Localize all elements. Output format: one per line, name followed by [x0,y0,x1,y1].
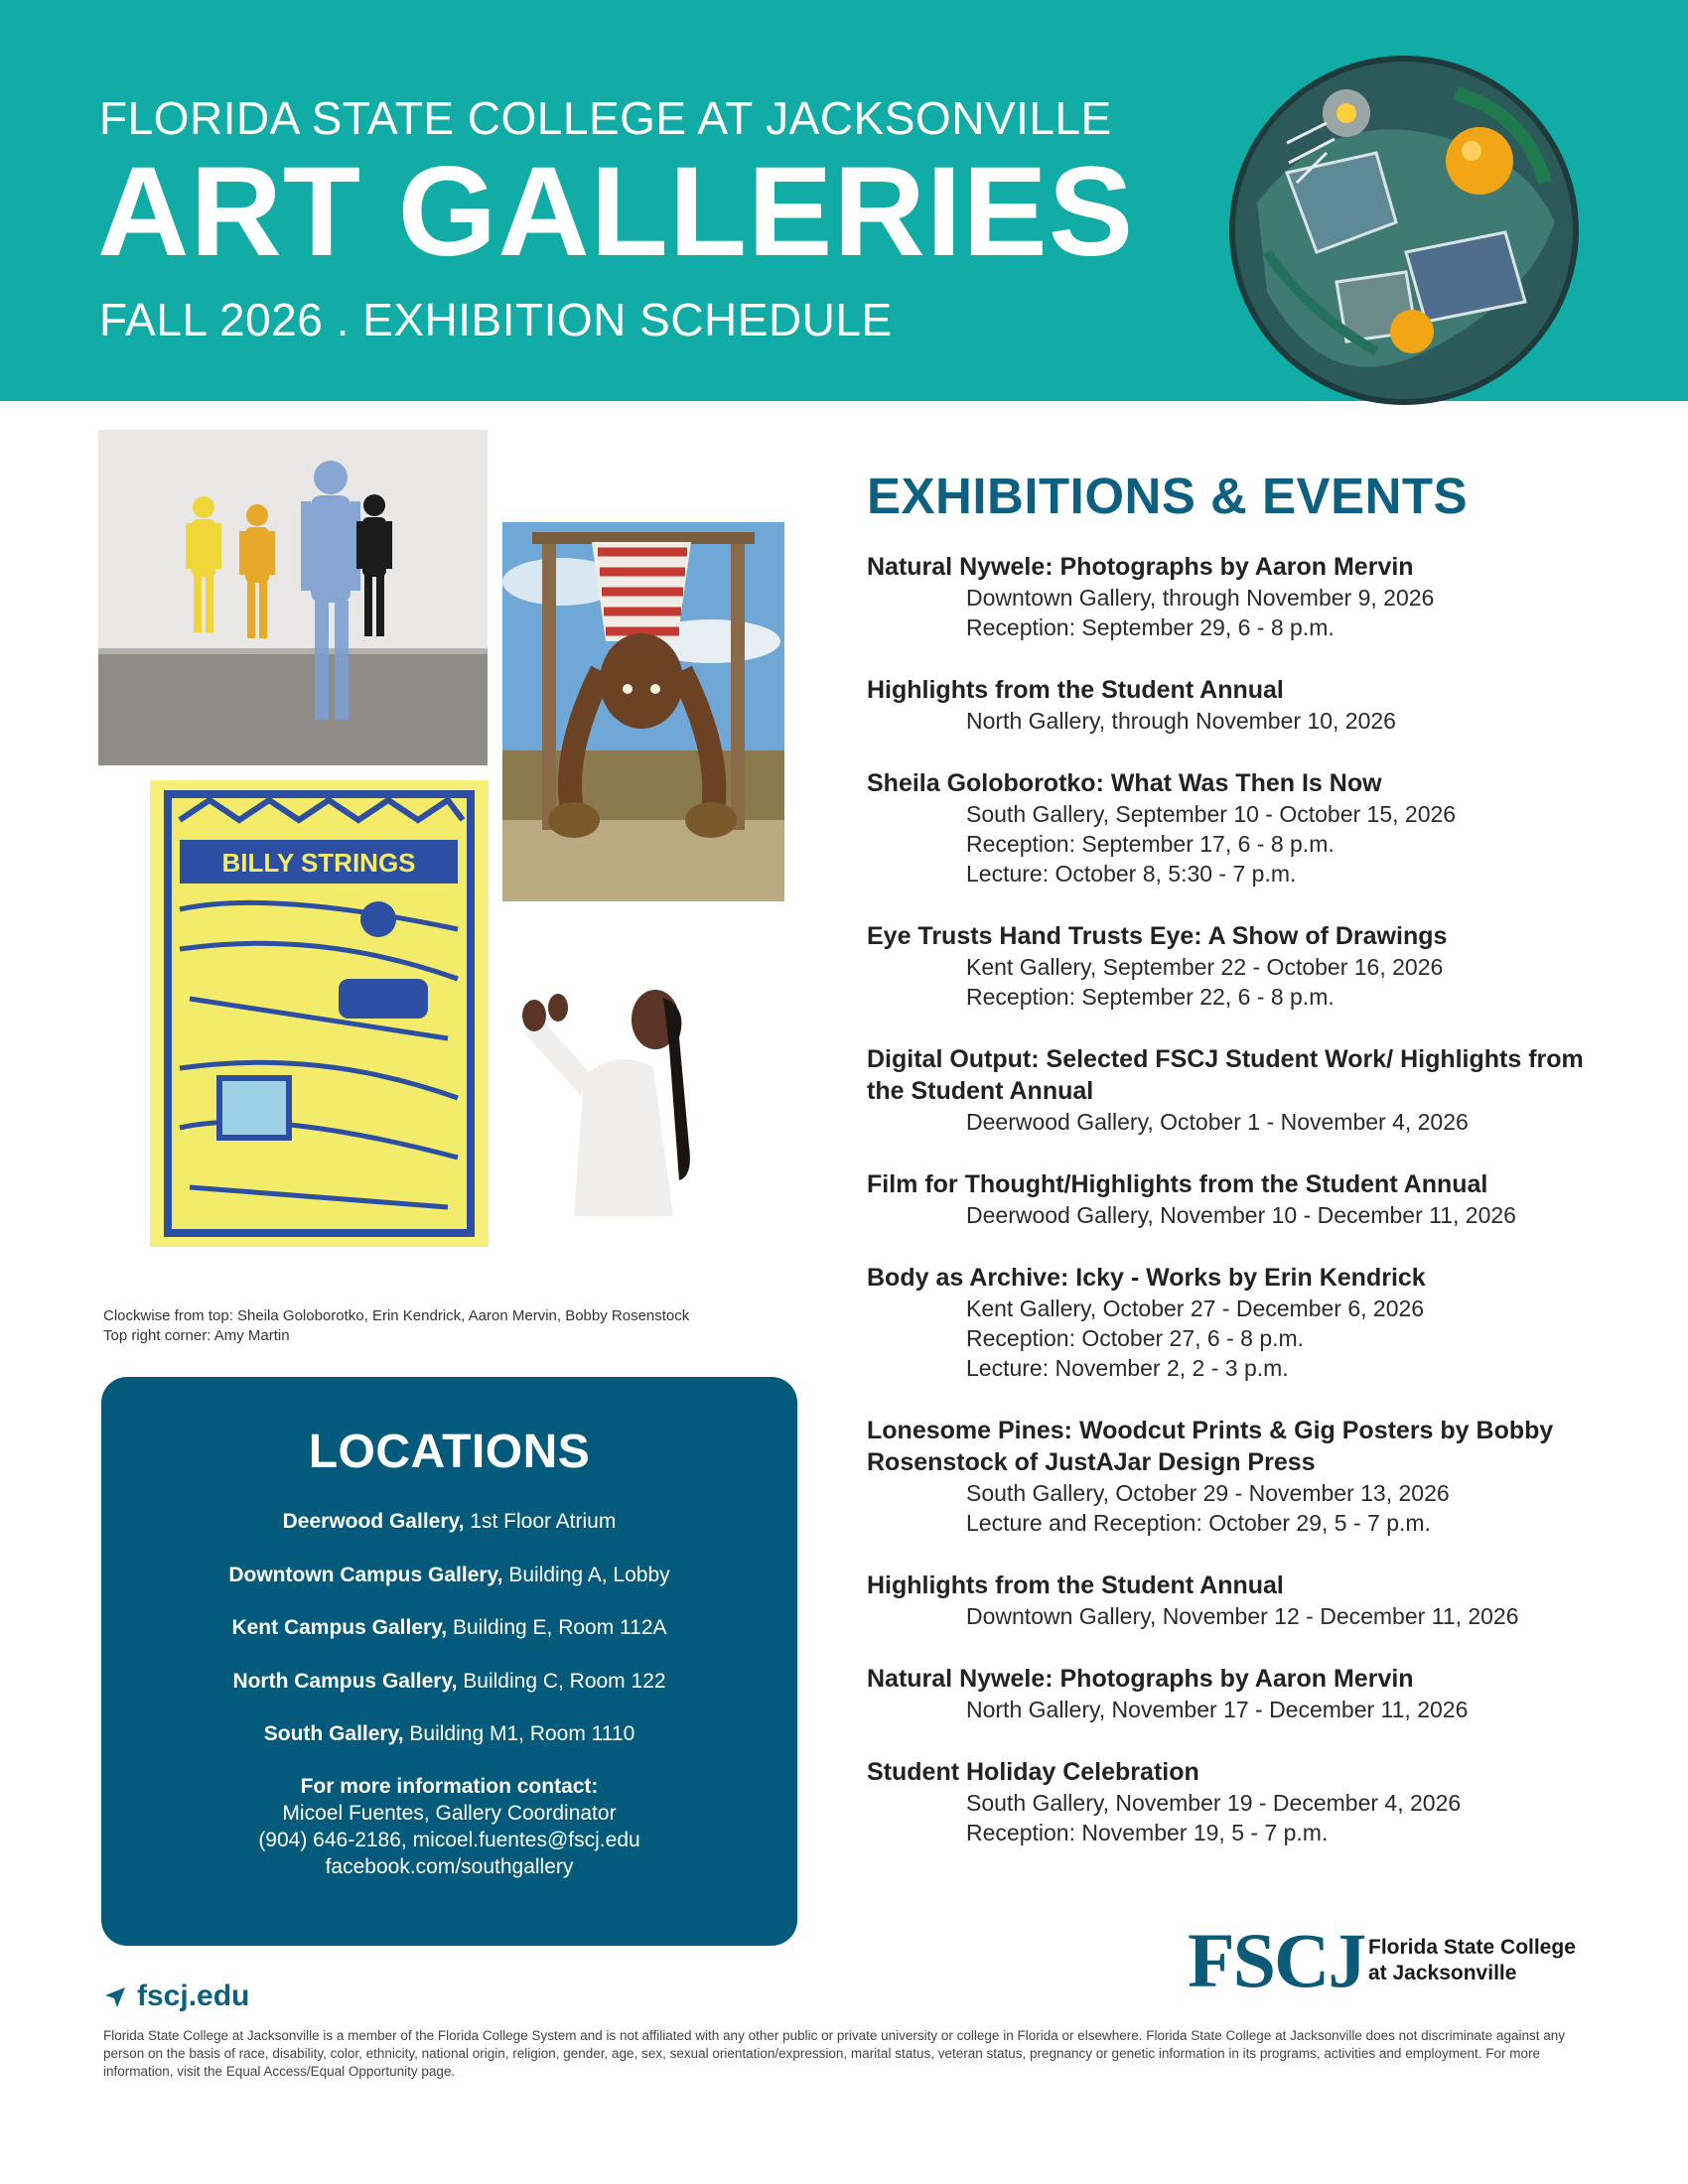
event-detail: Lecture and Reception: October 29, 5 - 7 p.m. [966,1510,1431,1536]
image-caption [103,1306,689,1346]
event-detail: Downtown Gallery, through November 9, 2026 [966,585,1435,611]
event-detail: Kent Gallery, September 22 - October 16, 2026 [966,954,1444,980]
event-title: Highlights from the Student Annual [867,1571,1284,1599]
contact-phone-email[interactable]: (904) 646-2186, micoel.fuentes@fscj.edu [258,1829,640,1851]
locations-list [101,1509,797,1775]
event-detail: South Gallery, September 10 - October 15, 2026 [966,801,1457,827]
event-title: Digital Output: Selected FSCJ Student Work/ Highlights from the Student Annual [867,1045,1584,1105]
event-item [867,1570,1602,1631]
event-item [867,1043,1602,1137]
contact-name: Micoel Fuentes, Gallery Coordinator [282,1802,617,1825]
circular-painting-image [1227,54,1581,407]
logo-line-2: at Jacksonville [1368,1962,1517,1984]
woman-portrait-photo-image [514,968,753,1216]
website-link[interactable] [103,1979,249,2013]
event-item [867,1415,1602,1538]
location-name: North Campus Gallery, [232,1669,458,1693]
event-item [867,1262,1602,1383]
event-item [867,1168,1602,1230]
page-subtitle: FALL 2026 . EXHIBITION SCHEDULE [99,294,893,345]
event-item [867,551,1602,642]
event-detail: South Gallery, November 19 - December 4, 2026 [966,1790,1462,1816]
website-url[interactable]: fscj.edu [137,1979,250,2012]
event-item [867,1663,1602,1724]
event-item [867,674,1602,736]
header-band [0,0,1688,401]
navigation-arrow-icon [103,1985,127,2009]
event-title: Natural Nywele: Photographs by Aaron Mervin [867,1665,1414,1693]
logo-mark: FSCJ [1188,1917,1365,2003]
locations-heading: LOCATIONS [308,1426,591,1478]
event-title: Student Holiday Celebration [867,1758,1199,1786]
event-detail: North Gallery, November 17 - December 11, 2026 [966,1697,1469,1722]
event-detail: Reception: November 19, 5 - 7 p.m. [966,1820,1329,1845]
figures-artwork-image [98,430,488,765]
event-detail: Deerwood Gallery, November 10 - December 11, 2026 [966,1202,1516,1228]
location-place: Building C, Room 122 [457,1669,666,1693]
locations-box [101,1377,797,1946]
exhibitions-heading: EXHIBITIONS & EVENTS [867,468,1469,524]
location-name: Kent Campus Gallery, [231,1616,448,1639]
disclaimer-text: Florida State College at Jacksonville is a member of the Florida College System and is not affiliated with any other public or private university or college in Florida or elsewhere. Florida State College at Jacksonville does not discriminate against any person on the basis of race, disability, color, ethnicity, national origin, religion, gender, age, sex, sexual orientation/expression, marital status, veteran status, pregnancy or genetic information in its programs, activities and employment. For more information, visit the Equal Access/Equal Opportunity page. [103,2028,1565,2079]
event-title: Lonesome Pines: Woodcut Prints & Gig Posters by Bobby Rosenstock of JustAJar Design Press [867,1417,1554,1476]
hanging-figure-painting-image [502,522,784,901]
contact-facebook-link[interactable]: facebook.com/southgallery [325,1855,574,1878]
event-title: Eye Trusts Hand Trusts Eye: A Show of Drawings [867,922,1448,950]
location-name: South Gallery, [263,1722,404,1745]
location-item-south [101,1721,797,1775]
location-place: Building A, Lobby [502,1563,670,1586]
event-item [867,920,1602,1012]
event-title: Body as Archive: Icky - Works by Erin Kendrick [867,1264,1426,1292]
location-place: 1st Floor Atrium [464,1510,617,1533]
event-title: Highlights from the Student Annual [867,676,1284,704]
event-item [867,767,1602,888]
event-detail: North Gallery, through November 10, 2026 [966,708,1396,734]
location-name: Deerwood Gallery, [282,1510,465,1533]
poster-band-name: BILLY STRINGS [221,848,416,878]
caption-line-2: Top right corner: Amy Martin [103,1327,290,1344]
event-detail: South Gallery, October 29 - November 13, 2026 [966,1480,1450,1506]
logo-text [1368,1935,1576,1986]
event-detail: Reception: September 22, 6 - 8 p.m. [966,984,1335,1010]
page-title: ART GALLERIES [97,141,1135,283]
contact-heading: For more information contact: [300,1775,599,1798]
location-name: Downtown Campus Gallery, [228,1563,503,1586]
event-item [867,1756,1602,1847]
event-detail: Downtown Gallery, November 12 - December 11, 2026 [966,1603,1519,1629]
event-title: Natural Nywele: Photographs by Aaron Mervin [867,553,1414,581]
college-name: FLORIDA STATE COLLEGE AT JACKSONVILLE [99,92,1112,144]
location-item-north [101,1669,797,1722]
woodcut-poster-image [150,780,489,1247]
event-detail: Lecture: October 8, 5:30 - 7 p.m. [966,861,1297,887]
event-detail: Reception: September 17, 6 - 8 p.m. [966,831,1335,857]
caption-line-1: Clockwise from top: Sheila Goloborotko, Erin Kendrick, Aaron Mervin, Bobby Rosenstock [103,1307,690,1324]
event-detail: Kent Gallery, October 27 - December 6, 2026 [966,1296,1425,1321]
location-item-deerwood [101,1509,797,1563]
location-item-kent [101,1615,797,1669]
contact-info [101,1773,797,1880]
event-detail: Deerwood Gallery, October 1 - November 4, 2026 [966,1109,1469,1135]
event-title: Film for Thought/Highlights from the Student Annual [867,1170,1488,1198]
fscj-logo [1188,1917,1595,2003]
location-place: Building E, Room 112A [447,1616,667,1639]
events-list [867,551,1602,1879]
event-title: Sheila Goloborotko: What Was Then Is Now [867,769,1382,797]
logo-line-1: Florida State College [1368,1936,1576,1959]
event-detail: Reception: October 27, 6 - 8 p.m. [966,1325,1305,1351]
location-place: Building M1, Room 1110 [403,1722,635,1745]
event-detail: Reception: September 29, 6 - 8 p.m. [966,614,1335,640]
location-item-downtown [101,1563,797,1616]
event-detail: Lecture: November 2, 2 - 3 p.m. [966,1355,1289,1381]
